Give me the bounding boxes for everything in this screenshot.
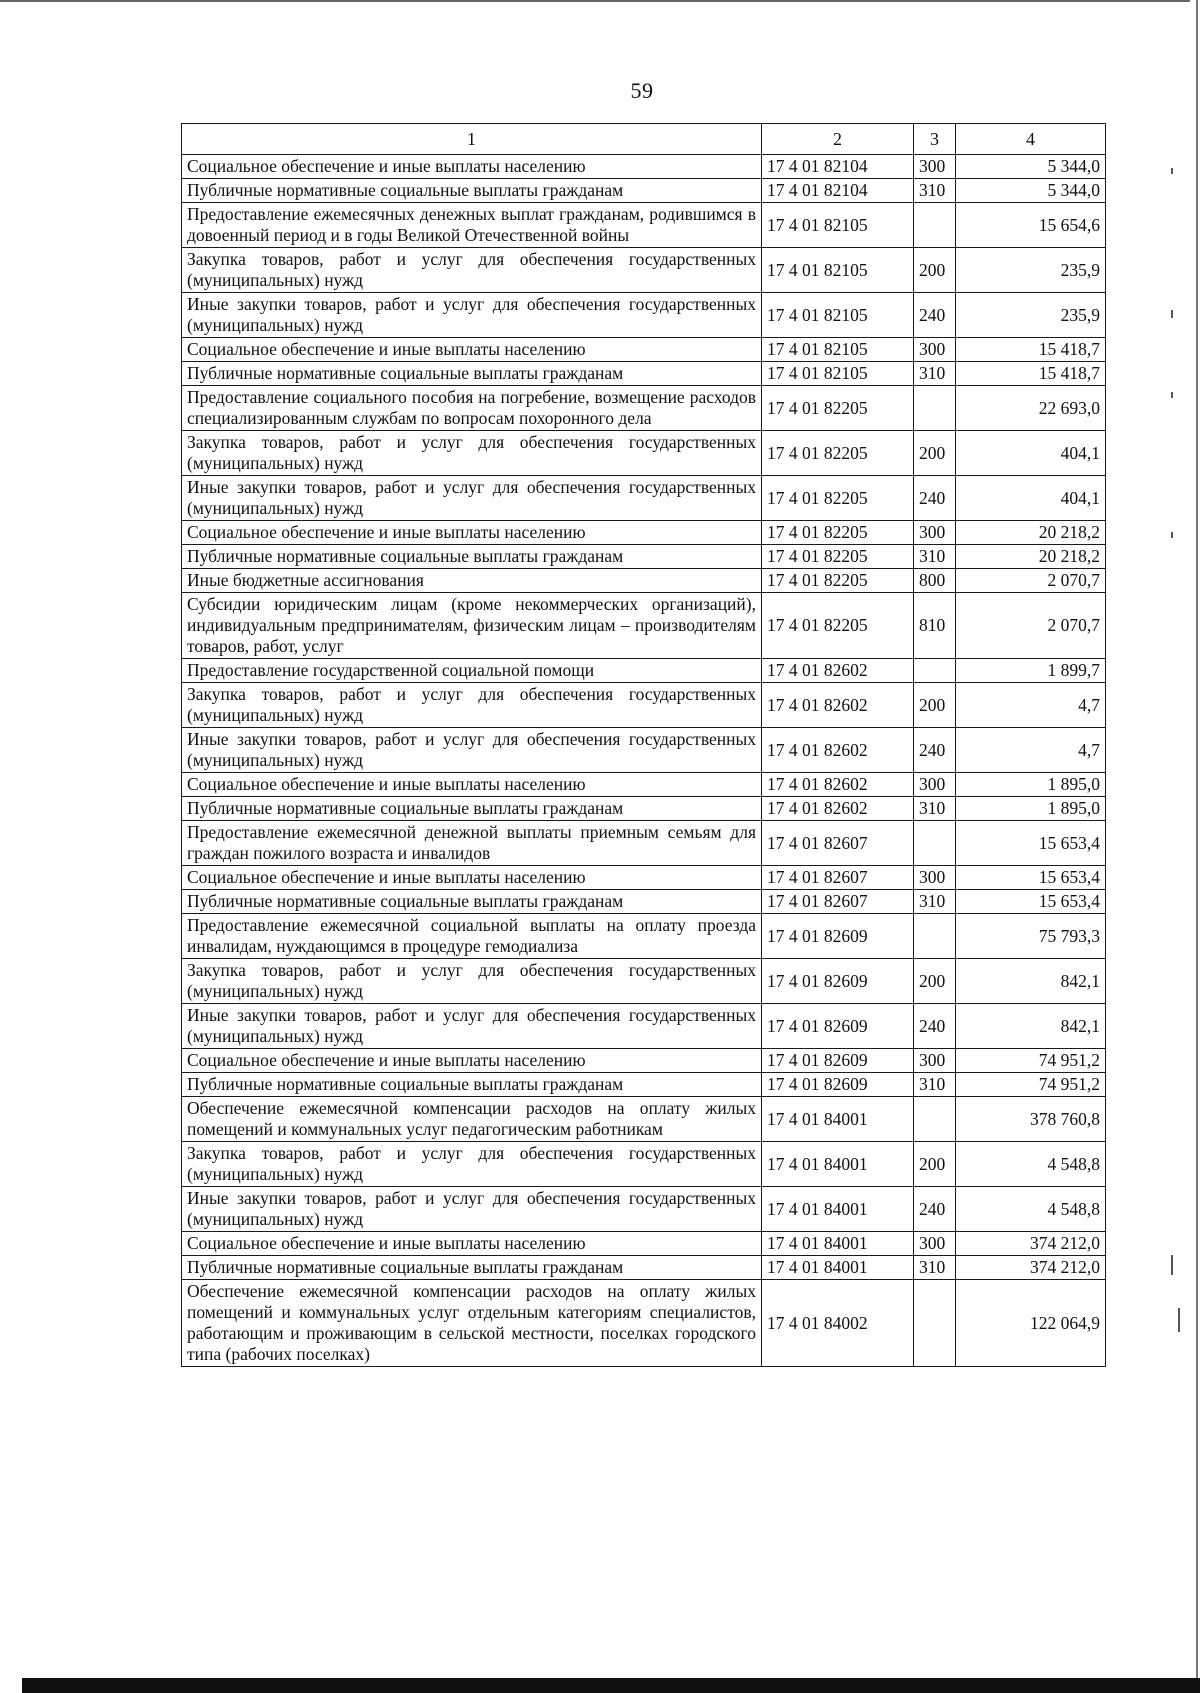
table-row bbox=[182, 683, 1106, 728]
row-code: 17 4 01 84001 bbox=[762, 1187, 914, 1232]
table-row bbox=[182, 1049, 1106, 1073]
row-expense-type: 240 bbox=[914, 728, 956, 773]
row-code: 17 4 01 82607 bbox=[762, 890, 914, 914]
table-row bbox=[182, 248, 1106, 293]
table-row bbox=[182, 1256, 1106, 1280]
row-name: Обеспечение ежемесячной компенсации расходов на оплату жилых помещений и коммунальных услуг педагогическим работникам bbox=[182, 1097, 762, 1142]
row-name: Социальное обеспечение и иные выплаты населению bbox=[182, 773, 762, 797]
row-code: 17 4 01 82205 bbox=[762, 593, 914, 659]
row-amount: 15 653,4 bbox=[956, 890, 1106, 914]
column-header-type: 3 bbox=[914, 124, 956, 155]
row-expense-type bbox=[914, 386, 956, 431]
row-name: Предоставление ежемесячной денежной выплаты приемным семьям для граждан пожилого возраста и инвалидов bbox=[182, 821, 762, 866]
row-name: Обеспечение ежемесячной компенсации расходов на оплату жилых помещений и коммунальных услуг отдельным категориям специалистов, работающим и проживающим в сельской местности, поселках городского типа (рабочих поселках) bbox=[182, 1280, 762, 1367]
row-amount: 4 548,8 bbox=[956, 1142, 1106, 1187]
row-code: 17 4 01 82609 bbox=[762, 1049, 914, 1073]
table-header-row bbox=[182, 124, 1106, 155]
column-header-code: 2 bbox=[762, 124, 914, 155]
table-row bbox=[182, 821, 1106, 866]
row-expense-type: 300 bbox=[914, 773, 956, 797]
row-name: Иные закупки товаров, работ и услуг для обеспечения государственных (муниципальных) нужд bbox=[182, 728, 762, 773]
row-expense-type bbox=[914, 914, 956, 959]
row-expense-type bbox=[914, 1097, 956, 1142]
row-code: 17 4 01 82105 bbox=[762, 362, 914, 386]
row-code: 17 4 01 82607 bbox=[762, 866, 914, 890]
row-code: 17 4 01 82609 bbox=[762, 914, 914, 959]
row-amount: 20 218,2 bbox=[956, 545, 1106, 569]
row-expense-type: 300 bbox=[914, 338, 956, 362]
row-amount: 75 793,3 bbox=[956, 914, 1106, 959]
row-amount: 378 760,8 bbox=[956, 1097, 1106, 1142]
row-code: 17 4 01 82607 bbox=[762, 821, 914, 866]
row-expense-type: 240 bbox=[914, 293, 956, 338]
row-expense-type: 310 bbox=[914, 1256, 956, 1280]
row-expense-type: 300 bbox=[914, 521, 956, 545]
table-row bbox=[182, 476, 1106, 521]
row-code: 17 4 01 82602 bbox=[762, 773, 914, 797]
row-code: 17 4 01 84002 bbox=[762, 1280, 914, 1367]
row-expense-type: 200 bbox=[914, 959, 956, 1004]
row-name: Предоставление ежемесячной социальной выплаты на оплату проезда инвалидам, нуждающимся в процедуре гемодиализа bbox=[182, 914, 762, 959]
row-amount: 15 418,7 bbox=[956, 362, 1106, 386]
row-code: 17 4 01 82602 bbox=[762, 797, 914, 821]
row-expense-type: 800 bbox=[914, 569, 956, 593]
table-row bbox=[182, 1232, 1106, 1256]
budget-table bbox=[181, 123, 1106, 1367]
row-expense-type: 200 bbox=[914, 248, 956, 293]
table-row bbox=[182, 569, 1106, 593]
row-amount: 4 548,8 bbox=[956, 1187, 1106, 1232]
table-row bbox=[182, 1187, 1106, 1232]
row-amount: 74 951,2 bbox=[956, 1049, 1106, 1073]
row-amount: 15 653,4 bbox=[956, 821, 1106, 866]
row-name: Публичные нормативные социальные выплаты гражданам bbox=[182, 545, 762, 569]
row-name: Публичные нормативные социальные выплаты гражданам bbox=[182, 797, 762, 821]
row-amount: 404,1 bbox=[956, 476, 1106, 521]
row-code: 17 4 01 82104 bbox=[762, 155, 914, 179]
row-code: 17 4 01 82105 bbox=[762, 338, 914, 362]
column-header-name: 1 bbox=[182, 124, 762, 155]
row-code: 17 4 01 82609 bbox=[762, 1073, 914, 1097]
row-expense-type bbox=[914, 203, 956, 248]
row-amount: 2 070,7 bbox=[956, 569, 1106, 593]
table-row bbox=[182, 545, 1106, 569]
row-code: 17 4 01 82205 bbox=[762, 386, 914, 431]
scan-speck bbox=[1178, 1308, 1180, 1332]
row-code: 17 4 01 82602 bbox=[762, 728, 914, 773]
row-amount: 1 895,0 bbox=[956, 773, 1106, 797]
row-name: Закупка товаров, работ и услуг для обеспечения государственных (муниципальных) нужд bbox=[182, 683, 762, 728]
row-expense-type: 240 bbox=[914, 476, 956, 521]
row-amount: 235,9 bbox=[956, 293, 1106, 338]
row-expense-type: 310 bbox=[914, 362, 956, 386]
row-code: 17 4 01 84001 bbox=[762, 1232, 914, 1256]
scan-frame-top bbox=[0, 0, 1190, 2]
column-header-amount: 4 bbox=[956, 124, 1106, 155]
row-name: Публичные нормативные социальные выплаты гражданам bbox=[182, 179, 762, 203]
row-amount: 5 344,0 bbox=[956, 179, 1106, 203]
table-row bbox=[182, 1142, 1106, 1187]
row-expense-type: 200 bbox=[914, 683, 956, 728]
row-name: Иные закупки товаров, работ и услуг для обеспечения государственных (муниципальных) нужд bbox=[182, 1187, 762, 1232]
row-expense-type bbox=[914, 821, 956, 866]
row-expense-type: 310 bbox=[914, 1073, 956, 1097]
table-row bbox=[182, 593, 1106, 659]
table-row bbox=[182, 431, 1106, 476]
table-row bbox=[182, 179, 1106, 203]
row-amount: 122 064,9 bbox=[956, 1280, 1106, 1367]
row-expense-type bbox=[914, 659, 956, 683]
row-amount: 842,1 bbox=[956, 959, 1106, 1004]
row-name: Социальное обеспечение и иные выплаты населению bbox=[182, 521, 762, 545]
scan-speck bbox=[1171, 310, 1173, 318]
row-name: Закупка товаров, работ и услуг для обеспечения государственных (муниципальных) нужд bbox=[182, 431, 762, 476]
row-name: Предоставление социального пособия на погребение, возмещение расходов специализированным службам по вопросам похоронного дела bbox=[182, 386, 762, 431]
row-expense-type: 240 bbox=[914, 1187, 956, 1232]
row-expense-type bbox=[914, 1280, 956, 1367]
row-name: Иные закупки товаров, работ и услуг для обеспечения государственных (муниципальных) нужд bbox=[182, 476, 762, 521]
row-code: 17 4 01 82205 bbox=[762, 521, 914, 545]
row-name: Публичные нормативные социальные выплаты гражданам bbox=[182, 1256, 762, 1280]
table-row bbox=[182, 386, 1106, 431]
table-row bbox=[182, 362, 1106, 386]
row-code: 17 4 01 82609 bbox=[762, 1004, 914, 1049]
row-name: Закупка товаров, работ и услуг для обеспечения государственных (муниципальных) нужд bbox=[182, 959, 762, 1004]
row-expense-type: 310 bbox=[914, 179, 956, 203]
row-amount: 22 693,0 bbox=[956, 386, 1106, 431]
row-name: Социальное обеспечение и иные выплаты населению bbox=[182, 1232, 762, 1256]
row-code: 17 4 01 82602 bbox=[762, 683, 914, 728]
scan-speck bbox=[1171, 532, 1173, 538]
row-expense-type: 300 bbox=[914, 1049, 956, 1073]
row-name: Закупка товаров, работ и услуг для обеспечения государственных (муниципальных) нужд bbox=[182, 248, 762, 293]
row-amount: 4,7 bbox=[956, 728, 1106, 773]
table-row bbox=[182, 1097, 1106, 1142]
page-number: 59 bbox=[630, 78, 654, 103]
row-name: Публичные нормативные социальные выплаты гражданам bbox=[182, 362, 762, 386]
table-row bbox=[182, 521, 1106, 545]
row-code: 17 4 01 82205 bbox=[762, 569, 914, 593]
row-amount: 374 212,0 bbox=[956, 1232, 1106, 1256]
table-row bbox=[182, 338, 1106, 362]
row-code: 17 4 01 84001 bbox=[762, 1256, 914, 1280]
row-name: Предоставление ежемесячных денежных выплат гражданам, родившимся в довоенный период и в годы Великой Отечественной войны bbox=[182, 203, 762, 248]
row-expense-type: 810 bbox=[914, 593, 956, 659]
table-row bbox=[182, 728, 1106, 773]
row-expense-type: 300 bbox=[914, 866, 956, 890]
row-code: 17 4 01 82105 bbox=[762, 248, 914, 293]
row-expense-type: 310 bbox=[914, 545, 956, 569]
row-name: Публичные нормативные социальные выплаты гражданам bbox=[182, 890, 762, 914]
row-code: 17 4 01 82104 bbox=[762, 179, 914, 203]
row-code: 17 4 01 82609 bbox=[762, 959, 914, 1004]
table-row bbox=[182, 914, 1106, 959]
row-amount: 15 653,4 bbox=[956, 866, 1106, 890]
row-name: Публичные нормативные социальные выплаты гражданам bbox=[182, 1073, 762, 1097]
table-row bbox=[182, 293, 1106, 338]
row-amount: 2 070,7 bbox=[956, 593, 1106, 659]
scan-speck bbox=[1171, 168, 1173, 174]
row-amount: 15 418,7 bbox=[956, 338, 1106, 362]
row-name: Иные закупки товаров, работ и услуг для обеспечения государственных (муниципальных) нужд bbox=[182, 293, 762, 338]
table-row bbox=[182, 1004, 1106, 1049]
row-amount: 235,9 bbox=[956, 248, 1106, 293]
table-row bbox=[182, 773, 1106, 797]
row-name: Социальное обеспечение и иные выплаты населению bbox=[182, 866, 762, 890]
row-amount: 1 899,7 bbox=[956, 659, 1106, 683]
row-amount: 4,7 bbox=[956, 683, 1106, 728]
row-amount: 20 218,2 bbox=[956, 521, 1106, 545]
row-expense-type: 200 bbox=[914, 431, 956, 476]
table-row bbox=[182, 1280, 1106, 1367]
row-amount: 15 654,6 bbox=[956, 203, 1106, 248]
row-amount: 374 212,0 bbox=[956, 1256, 1106, 1280]
row-name: Закупка товаров, работ и услуг для обеспечения государственных (муниципальных) нужд bbox=[182, 1142, 762, 1187]
row-code: 17 4 01 82105 bbox=[762, 203, 914, 248]
row-name: Иные закупки товаров, работ и услуг для обеспечения государственных (муниципальных) нужд bbox=[182, 1004, 762, 1049]
row-expense-type: 310 bbox=[914, 890, 956, 914]
row-name: Социальное обеспечение и иные выплаты населению bbox=[182, 155, 762, 179]
row-name: Социальное обеспечение и иные выплаты населению bbox=[182, 1049, 762, 1073]
row-expense-type: 240 bbox=[914, 1004, 956, 1049]
row-code: 17 4 01 82105 bbox=[762, 293, 914, 338]
scan-frame-right bbox=[1196, 0, 1198, 1693]
row-amount: 5 344,0 bbox=[956, 155, 1106, 179]
row-expense-type: 300 bbox=[914, 155, 956, 179]
table-row bbox=[182, 155, 1106, 179]
row-code: 17 4 01 82205 bbox=[762, 431, 914, 476]
row-name: Иные бюджетные ассигнования bbox=[182, 569, 762, 593]
table-row bbox=[182, 1073, 1106, 1097]
row-code: 17 4 01 82205 bbox=[762, 476, 914, 521]
row-amount: 842,1 bbox=[956, 1004, 1106, 1049]
row-expense-type: 310 bbox=[914, 797, 956, 821]
row-name: Предоставление государственной социальной помощи bbox=[182, 659, 762, 683]
row-code: 17 4 01 82205 bbox=[762, 545, 914, 569]
table-row bbox=[182, 659, 1106, 683]
row-name: Социальное обеспечение и иные выплаты населению bbox=[182, 338, 762, 362]
row-amount: 404,1 bbox=[956, 431, 1106, 476]
scan-bottom-edge bbox=[22, 1678, 1200, 1693]
row-expense-type: 300 bbox=[914, 1232, 956, 1256]
table-row bbox=[182, 203, 1106, 248]
row-code: 17 4 01 84001 bbox=[762, 1097, 914, 1142]
row-amount: 74 951,2 bbox=[956, 1073, 1106, 1097]
table-row bbox=[182, 866, 1106, 890]
row-name: Субсидии юридическим лицам (кроме некоммерческих организаций), индивидуальным предпринимателям, физическим лицам – производителям товаров, работ, услуг bbox=[182, 593, 762, 659]
table-row bbox=[182, 959, 1106, 1004]
row-amount: 1 895,0 bbox=[956, 797, 1106, 821]
row-expense-type: 200 bbox=[914, 1142, 956, 1187]
row-code: 17 4 01 84001 bbox=[762, 1142, 914, 1187]
scan-speck bbox=[1171, 392, 1173, 398]
scan-speck bbox=[1171, 1255, 1173, 1275]
table-row bbox=[182, 797, 1106, 821]
row-code: 17 4 01 82602 bbox=[762, 659, 914, 683]
table-row bbox=[182, 890, 1106, 914]
